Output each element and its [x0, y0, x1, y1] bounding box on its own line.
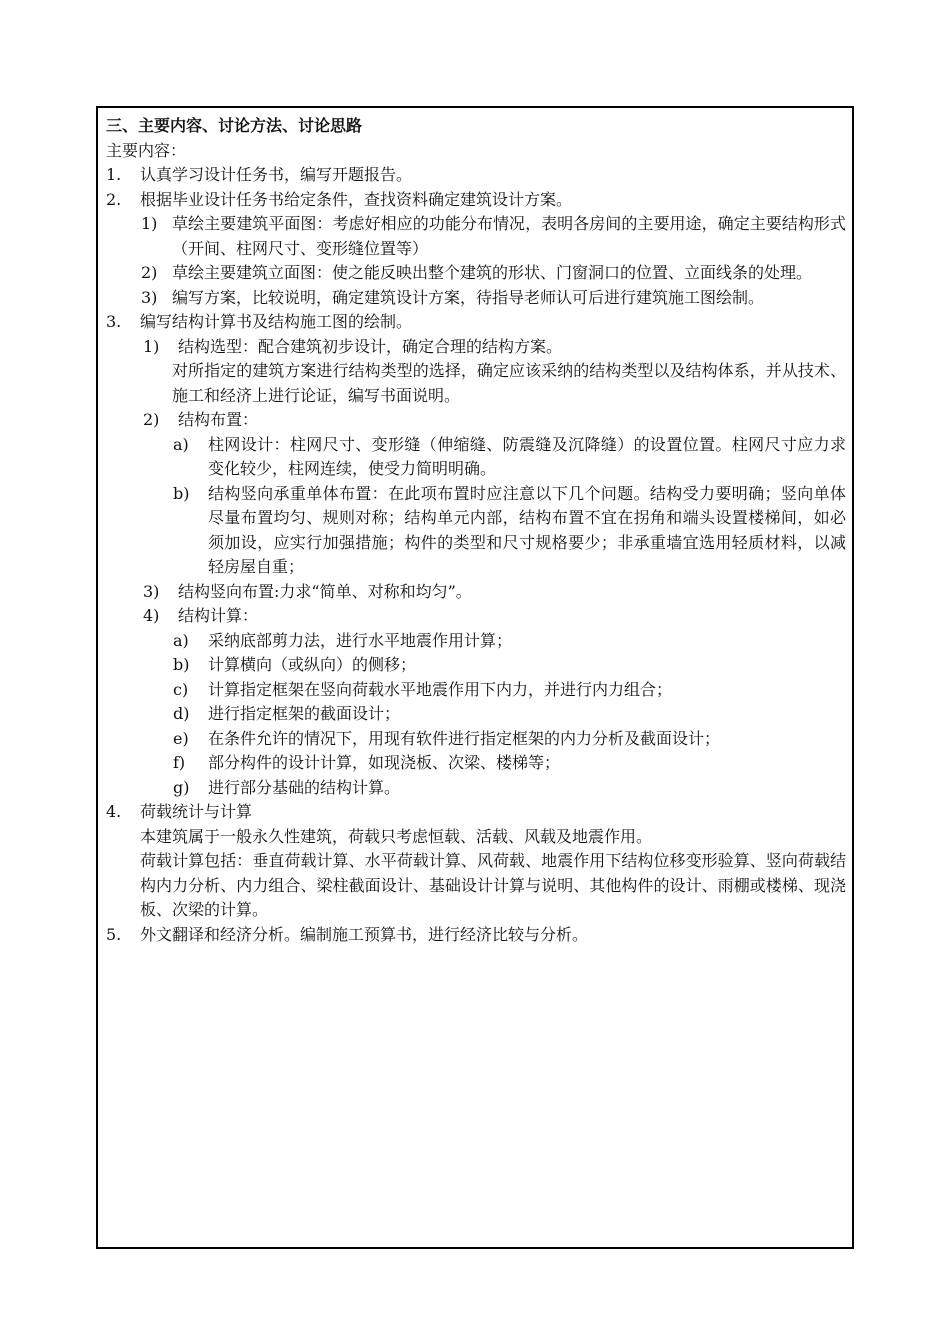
sub-number: 2)	[143, 410, 160, 429]
letter-text: 计算横向（或纵向）的侧移；	[208, 655, 417, 674]
sub-item-2-2	[106, 261, 846, 286]
list-number: 5.	[106, 924, 122, 944]
sub-number: 1)	[143, 336, 160, 356]
sub-text: 草绘主要建筑立面图：使之能反映出整个建筑的形状、门窗洞口的位置、立面线条的处理。	[172, 263, 813, 282]
list-text: 根据毕业设计任务书给定条件，查找资料确定建筑设计方案。	[140, 189, 573, 209]
sub-item-3-4-c	[106, 678, 846, 703]
sub-item-3-1	[106, 335, 846, 360]
sub-number: 4)	[143, 606, 160, 625]
letter-text: 进行部分基础的结构计算。	[208, 777, 401, 797]
letter-number: a)	[173, 630, 189, 650]
item-4-paragraph-2: 荷载计算包括：垂直荷载计算、水平荷载计算、风荷载、地震作用下结构位移变形验算、竖向荷载结构内力分析、内力组合、梁柱截面设计、基础设计计算与说明、其他构件的设计、雨棚或楼梯、现浇板、次梁的计算。	[140, 851, 846, 919]
sub-item-3-4-d	[106, 702, 846, 727]
sub-item-3-2	[106, 408, 846, 433]
list-text: 荷载统计与计算	[140, 802, 253, 821]
list-text: 编写结构计算书及结构施工图的绘制。	[140, 312, 413, 331]
sub-item-3-4-b	[106, 653, 846, 678]
letter-text: 计算指定框架在竖向荷载水平地震作用下内力，并进行内力组合；	[208, 679, 673, 699]
letter-text: 结构竖向承重单体布置：在此项布置时应注意以下几个问题。结构受力要明确；竖向单体尽量布置均匀、规则对称；结构单元内部，结构布置不宜在拐角和端头设置楼梯间，如必须加设，应实行加强措施；构件的类型和尺寸规格要少；非承重墙宜选用轻质材料，以减轻房屋自重；	[208, 483, 846, 576]
sub-item-3-4-e	[106, 727, 846, 752]
list-item-1	[106, 163, 846, 188]
letter-text: 部分构件的设计计算，如现浇板、次梁、楼梯等；	[208, 753, 561, 772]
intro-label: 主要内容：	[106, 140, 187, 160]
letter-number: d)	[173, 704, 190, 723]
sub-item-3-2-a	[106, 433, 846, 482]
sub-text: 结构计算：	[178, 606, 259, 625]
list-number: 2.	[106, 189, 122, 209]
letter-number: c)	[173, 679, 189, 699]
letter-number: g)	[173, 777, 190, 797]
sub-item-2-3	[106, 286, 846, 311]
list-number: 4.	[106, 802, 122, 821]
letter-number: f)	[173, 753, 186, 772]
sub-text: 结构选型：配合建筑初步设计，确定合理的结构方案。	[178, 336, 563, 356]
sub-item-3-2-b	[106, 482, 846, 580]
item-4-paragraph-1: 本建筑属于一般永久性建筑，荷载只考虑恒载、活载、风载及地震作用。	[140, 826, 653, 846]
list-item-2	[106, 188, 846, 213]
list-text: 外文翻译和经济分析。编制施工预算书，进行经济比较与分析。	[140, 924, 589, 944]
list-item-4	[106, 800, 846, 825]
sub-item-3-4-f	[106, 751, 846, 776]
letter-text: 在条件允许的情况下，用现有软件进行指定框架的内力分析及截面设计；	[208, 728, 721, 748]
letter-number: b)	[173, 655, 190, 674]
sub-item-3-3	[106, 580, 846, 605]
list-item-5	[106, 923, 846, 948]
sub-item-3-4	[106, 604, 846, 629]
sub-number: 3)	[143, 581, 160, 601]
sub-text: 结构竖向布置:力求“简单、对称和均匀”。	[178, 581, 472, 601]
section-title: 三、主要内容、讨论方法、讨论思路	[106, 116, 363, 135]
list-number: 3.	[106, 312, 122, 331]
content-frame	[96, 106, 854, 1249]
letter-number: e)	[173, 728, 189, 748]
sub-item-3-1-paragraph: 对所指定的建筑方案进行结构类型的选择，确定应该采纳的结构类型以及结构体系，并从技术、施工和经济上进行论证，编写书面说明。	[172, 361, 846, 405]
letter-text: 柱网设计：柱网尺寸、变形缝（伸缩缝、防震缝及沉降缝）的设置位置。柱网尺寸应力求变化较少，柱网连续，使受力简明明确。	[208, 434, 846, 478]
sub-number: 1)	[141, 214, 158, 233]
sub-item-3-4-a	[106, 629, 846, 654]
letter-number: b)	[173, 483, 190, 503]
sub-text: 编写方案，比较说明，确定建筑设计方案，待指导老师认可后进行建筑施工图绘制。	[172, 287, 765, 307]
list-text: 认真学习设计任务书，编写开题报告。	[140, 165, 413, 184]
sub-text: 结构布置：	[178, 410, 259, 429]
document-body	[106, 114, 846, 947]
list-item-3	[106, 310, 846, 335]
letter-number: a)	[173, 434, 189, 454]
letter-text: 采纳底部剪力法，进行水平地震作用计算；	[208, 630, 513, 650]
sub-number: 3)	[141, 287, 158, 307]
sub-item-2-1	[106, 212, 846, 261]
letter-text: 进行指定框架的截面设计；	[208, 704, 401, 723]
list-number: 1.	[106, 165, 122, 184]
sub-number: 2)	[141, 263, 158, 282]
sub-item-3-4-g	[106, 776, 846, 801]
sub-text: 草绘主要建筑平面图：考虑好相应的功能分布情况，表明各房间的主要用途，确定主要结构形式（开间、柱网尺寸、变形缝位置等）	[172, 214, 846, 258]
